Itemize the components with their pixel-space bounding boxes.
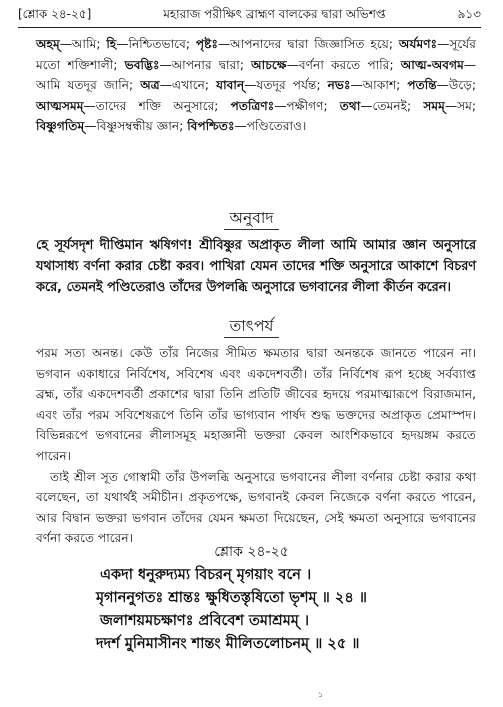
synonym-meaning: তেমনই (372, 98, 408, 113)
purport-paragraph: তাই শ্রীল সূত গোস্বামী তাঁর উপলব্ধি অনুসারে ভগবানের লীলা বর্ণনার চেষ্টা করার কথা বলেছেন, তা যথার্থই সমীচীন। প্রকৃতপক্ষে, ভগবানই কেবল নিজেকে বর্ণনা করতে পারেন, আর বিদ্বান ভক্তরা ভগবান তাঁদের যেমন ক্ষমতা দিয়েছেন, সেই ক্ষমতা অনুসারে ভগবানের বর্ণনা করতে পারেন। (36, 469, 476, 546)
footer-mark: ১ (318, 690, 324, 699)
header-rule (18, 27, 481, 28)
synonym-term: আত্মসমম্ (36, 98, 84, 113)
synonym-meaning: নিশ্চিতভাবে (128, 37, 186, 51)
chapter-title: মহারাজ পরীক্ষিৎ ব্রাহ্মণ বালকের দ্বারা অভিশপ্ত (163, 7, 386, 21)
synonym-term: যাবান্ (216, 78, 245, 93)
synonyms-paragraph: অহম্—আমি; হি—নিশ্চিতভাবে; পৃষ্টঃ—আপনাদের দ্বারা জিজ্ঞাসিত হয়ে; অর্যমণঃ—সূর্যের মতো শক্তিশালী; ভবদ্ভিঃ—আপনার দ্বারা; আচক্ষে—বর্ণনা করতে পারি; আত্ম-অবগম—আমি যতদূর জানি; অত্র—এখানে; যাবান্—যতদূর পর্যন্ত; নভঃ—আকাশ; পতন্তি—উড়ে; আত্মসমম্—তাদের শক্তি অনুসারে; পতত্রিণঃ—পক্ষীগণ; তথা—তেমনই; সমম্—সম; বিষ্ণুগতিম্—বিষ্ণুসম্বন্ধীয় জ্ঞান; বিপশ্চিতঃ—পণ্ডিতেরাও। (36, 37, 477, 134)
synonym-entry: পতন্তি—উড়ে (407, 78, 472, 93)
synonym-term: পৃষ্টঃ (195, 37, 218, 51)
synonym-entry: পৃষ্টঃ—আপনাদের দ্বারা জিজ্ঞাসিত হয়ে (195, 37, 389, 51)
synonym-entry: নভঃ—আকাশ (327, 78, 397, 93)
synonym-meaning: আপনার দ্বারা (171, 57, 240, 72)
verse-heading: শ্লোক ২৪-২৫ (214, 544, 289, 560)
synonym-term: পতত্রিণঃ (230, 98, 275, 113)
synonym-entry: যাবান্—যতদূর পর্যন্ত (216, 78, 317, 93)
synonym-meaning: বিষ্ণুসম্বন্ধীয় জ্ঞান (96, 119, 180, 134)
synonym-entry: আত্ম-অবগম—আমি যতদূর জানি (36, 57, 477, 93)
translation-heading (0, 208, 503, 230)
synonym-term: সমম্ (423, 98, 445, 113)
purport-paragraph: পরম সত্য অনন্ত। কেউ তাঁর নিজের সীমিত ক্ষমতার দ্বারা অনন্তকে জানতে পারেন না। ভগবান একাধারে নির্বিশেষ, সবিশেষ এবং একদেশবর্তী। তাঁর নির্বিশেষ রূপ হচ্ছে সর্বব্যাপ্ত ব্রহ্ম, তাঁর একদেশবর্তী প্রকাশের দ্বারা তিনি প্রতিটি জীবের হৃদয়ে পরমাত্মারূপে বিরাজমান, এবং তাঁর পরম সবিশেষরূপে তিনি তাঁর ভাগ্যবান পার্ষদ শুদ্ধ ভক্তদের অপ্রাকৃত প্রেমাস্পদ। বিভিন্নরূপে ভগবানের লীলাসমূহ মহাজ্ঞানী ভক্তরা কেবল আংশিকভাবে হৃদয়ঙ্গম করতে পারেন। (36, 346, 476, 463)
synonym-entry: বিপশ্চিতঃ—পণ্ডিতেরাও। (187, 119, 307, 134)
translation-text: হে সূর্যসদৃশ দীপ্তিমান ঋষিগণ! শ্রীবিষ্ণুর অপ্রাকৃত লীলা আমি আমার জ্ঞান অনুসারে যথাসাধ্য বর্ণনা করার চেষ্টা করব। পাখিরা যেমন তাদের শক্তি অনুসারে আকাশে বিচরণ করে, তেমনই পণ্ডিতেরাও তাঁদের উপলব্ধি অনুসারে ভগবানের লীলা কীর্তন করেন। (36, 238, 476, 295)
synonym-entry: আত্মসমম্—তাদের শক্তি অনুসারে (36, 98, 215, 113)
synonym-meaning: যতদূর পর্যন্ত (256, 78, 317, 93)
synonym-meaning: পণ্ডিতেরাও। (246, 119, 307, 134)
synonym-meaning: সম (457, 98, 472, 113)
synonym-entry: অত্র—এখানে (140, 78, 205, 93)
verse-reference: [শ্লোক ২৪-২৫] (18, 7, 92, 21)
verse-line: জলাশয়মচক্ষাণঃ প্রবিবেশ তমাশ্রমম্ । (100, 613, 310, 629)
synonym-meaning: বর্ণনা করতে পারি (298, 57, 390, 72)
synonym-meaning: উড়ে (448, 78, 472, 93)
synonym-term: অহম্ (36, 37, 60, 51)
synonym-meaning: এখানে (171, 78, 205, 93)
synonym-entry: অর্যমণঃ—সূর্যের মতো শক্তিশালী (36, 37, 477, 72)
translation-heading-text: অনুবাদ (224, 208, 280, 230)
synonym-term: অর্যমণঃ (398, 37, 438, 51)
purport-heading (0, 316, 503, 338)
synonym-term: আত্ম-অবগম (400, 57, 464, 72)
synonym-meaning: পক্ষীগণ (286, 98, 324, 113)
synonym-term: আচক্ষে (251, 57, 287, 72)
synonym-meaning: আমি যতদূর জানি (36, 78, 130, 93)
synonym-entry: সমম্—সম (423, 98, 472, 113)
verse-line: দদর্শ মুনিমাসীনং শান্তং মীলিতলোচনম্ ॥ ২৫ ॥ (96, 636, 360, 652)
synonym-term: তথা (339, 98, 361, 113)
synonym-entry: ভবদ্ভিঃ—আপনার দ্বারা (124, 57, 240, 72)
synonym-term: নভঃ (327, 78, 351, 93)
running-header (18, 6, 481, 22)
synonym-meaning: আকাশ (362, 78, 397, 93)
synonym-entry: হি—নিশ্চিতভাবে (106, 37, 186, 51)
synonym-meaning: সূর্যের মতো শক্তিশালী (36, 37, 477, 72)
synonym-term: হি (106, 37, 117, 51)
sanskrit-verse (96, 564, 496, 656)
synonym-entry: অহম্—আমি (36, 37, 97, 51)
verse-line: মৃগাননুগতঃ শ্রান্তঃ ক্ষুধিতস্তৃষিতো ভৃশম্ ॥ ২৪ ॥ (96, 590, 367, 606)
synonym-meaning: আপনাদের দ্বারা জিজ্ঞাসিত হয়ে (230, 37, 389, 51)
page-number: ৯১৩ (457, 7, 481, 21)
synonym-meaning: তাদের শক্তি অনুসারে (95, 98, 215, 113)
synonym-entry: আচক্ষে—বর্ণনা করতে পারি (251, 57, 390, 72)
purport-heading-text: তাৎপর্য (224, 316, 280, 338)
synonym-entry: বিষ্ণুগতিম্—বিষ্ণুসম্বন্ধীয় জ্ঞান (36, 119, 180, 134)
synonym-meaning: আমি (71, 37, 97, 51)
synonym-term: পতন্তি (407, 78, 437, 93)
synonym-term: বিষ্ণুগতিম্ (36, 119, 85, 134)
synonym-term: অত্র (140, 78, 160, 93)
synonym-entry: পতত্রিণঃ—পক্ষীগণ (230, 98, 324, 113)
synonym-term: ভবদ্ভিঃ (124, 57, 160, 72)
purport-body (36, 343, 476, 549)
synonym-term: বিপশ্চিতঃ (187, 119, 235, 134)
verse-line: একদা ধনুরুদ্যম্য বিচরন্ মৃগয়াং বনে । (100, 567, 312, 583)
synonym-entry: তথা—তেমনই (339, 98, 408, 113)
